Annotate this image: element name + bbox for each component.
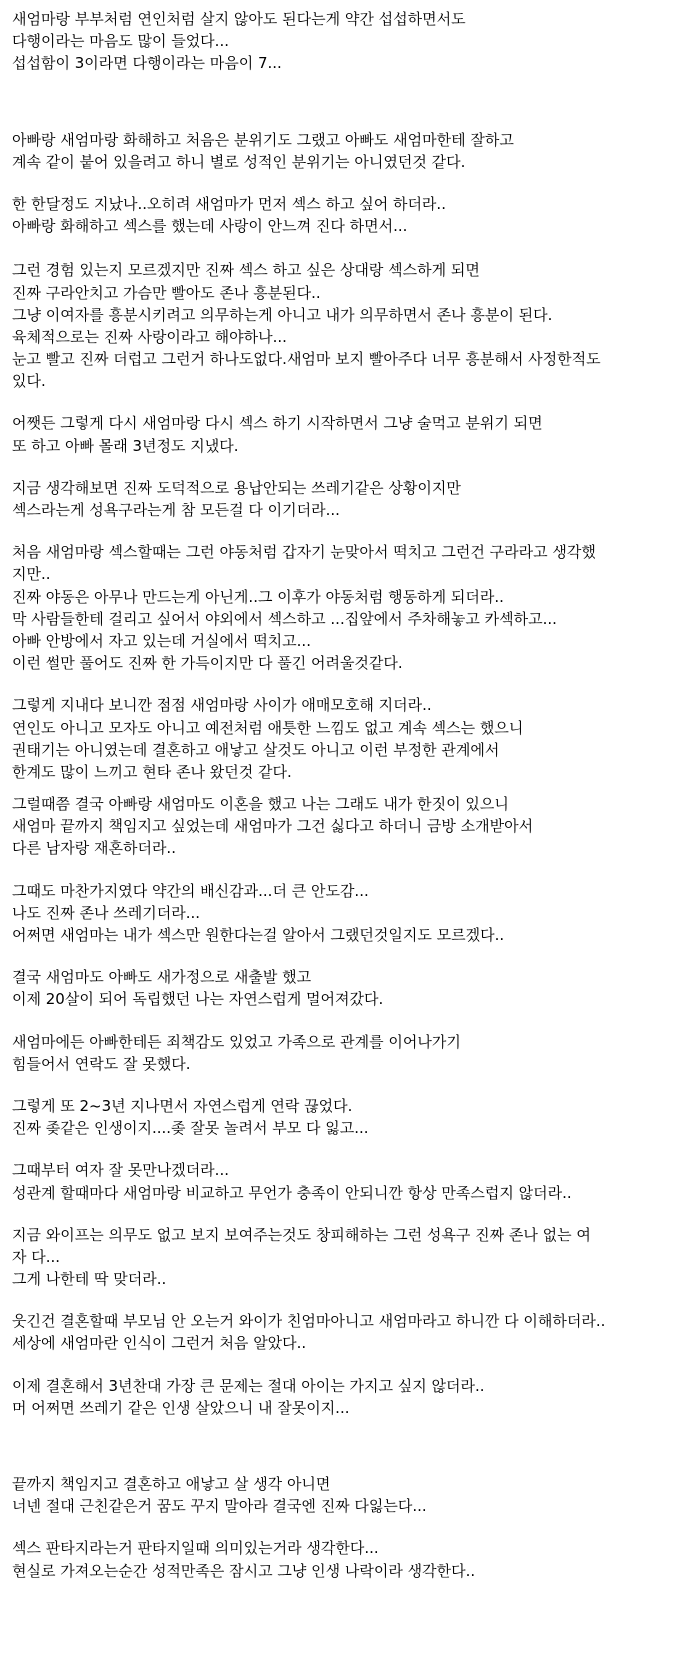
paragraph	[12, 129, 692, 173]
text-line: 나도 진짜 존나 쓰레기더라...	[12, 903, 200, 922]
paragraph	[12, 966, 692, 1010]
paragraph	[12, 1095, 692, 1139]
text-line: 막 사람들한테 걸리고 싶어서 야외에서 섹스하고 ...집앞에서 주차해놓고 카섹하고...	[12, 609, 557, 628]
text-line: 눈고 빨고 진짜 더럽고 그런거 하나도없다.새엄마 보지 빨아주다 너무 흥분해서 사정한적도	[12, 350, 601, 369]
paragraph	[12, 793, 692, 860]
text-line: 그렇게 또 2~3년 지나면서 자연스럽게 연락 끊었다.	[12, 1096, 353, 1115]
text-line: 지금 와이프는 의무도 없고 보지 보여주는것도 창피해하는 그런 성욕구 진짜 존나 없는 여	[12, 1225, 591, 1244]
text-line: 그냥 이여자를 흥분시키려고 의무하는게 아니고 내가 의무하면서 존나 흥분이 된다.	[12, 305, 553, 324]
text-line: 계속 같이 붙어 있을려고 하니 별로 성적인 분위기는 아니였던것 같다.	[12, 152, 466, 171]
paragraph	[12, 1224, 692, 1291]
paragraph	[12, 1375, 692, 1419]
text-line: 이제 20살이 되어 독립했던 나는 자연스럽게 멀어져갔다.	[12, 990, 384, 1009]
text-line: 새엄마에든 아빠한테든 죄책감도 있었고 가족으로 관계를 이어나가기	[12, 1032, 461, 1051]
text-line: 지금 생각해보면 진짜 도덕적으로 용납안되는 쓰레기같은 상황이지만	[12, 478, 461, 497]
text-line: 새엄마 끝까지 책임지고 싶었는데 새엄마가 그건 싫다고 하더니 금방 소개받아서	[12, 817, 534, 836]
paragraph	[12, 541, 692, 674]
paragraph	[12, 1031, 692, 1075]
paragraph	[12, 1310, 692, 1354]
text-line: 처음 새엄마랑 섹스할때는 그런 야동처럼 갑자기 눈맞아서 떡치고 그런건 구라라고 생각했	[12, 543, 596, 562]
text-line: 그런 경험 있는지 모르겠지만 진짜 섹스 하고 싶은 상대랑 섹스하게 되면	[12, 261, 480, 280]
text-line: 다른 남자랑 재혼하더라..	[12, 839, 176, 858]
text-line: 다행이라는 마음도 많이 들었다...	[12, 32, 229, 51]
text-line: 있다.	[12, 372, 46, 391]
text-line: 섭섭함이 3이라면 다행이라는 마음이 7...	[12, 54, 282, 73]
text-line: 그때부터 여자 잘 못만나겠더라...	[12, 1161, 229, 1180]
paragraph	[12, 477, 692, 521]
text-line: 현실로 가져오는순간 성적만족은 잠시고 그냥 인생 나락이라 생각한다..	[12, 1561, 476, 1580]
text-line: 한계도 많이 느끼고 현타 존나 왔던것 같다.	[12, 762, 292, 781]
paragraph	[12, 880, 692, 947]
text-line: 섹스 판타지라는거 판타지일때 의미있는거라 생각한다...	[12, 1539, 379, 1558]
text-line: 결국 새엄마도 아빠도 새가정으로 새출발 했고	[12, 968, 312, 987]
paragraph	[12, 259, 692, 392]
text-line: 또 하고 아빠 몰래 3년정도 지냈다.	[12, 436, 239, 455]
text-line: 섹스라는게 성욕구라는게 참 모든걸 다 이기더라...	[12, 501, 340, 519]
text-line: 권태기는 아니였는데 결혼하고 애낳고 살것도 아니고 이런 부정한 관계에서	[12, 740, 500, 759]
text-line: 그때도 마찬가지였다 약간의 배신감과...더 큰 안도감...	[12, 881, 369, 900]
text-line: 어쩌면 새엄마는 내가 섹스만 원한다는걸 알아서 그랬던것일지도 모르겠다..	[12, 926, 505, 944]
text-line: 너넨 절대 근친같은거 꿈도 꾸지 말아라 결국엔 진짜 다잃는다...	[12, 1497, 427, 1516]
paragraph	[12, 694, 692, 783]
text-line: 새엄마랑 부부처럼 연인처럼 살지 않아도 된다는게 약간 섭섭하면서도	[12, 10, 466, 28]
text-line: 그럴때쯤 결국 아빠랑 새엄마도 이혼을 했고 나는 그래도 내가 한짓이 있으니	[12, 795, 509, 814]
text-line: 그렇게 지내다 보니깐 점점 새엄마랑 사이가 애매모호해 지더라..	[12, 696, 432, 715]
text-line: 성관계 할때마다 새엄마랑 비교하고 무언가 충족이 안되니깐 항상 만족스럽지 않더라..	[12, 1183, 572, 1202]
paragraph	[12, 1537, 692, 1581]
text-line: 연인도 아니고 모자도 아니고 예전처럼 애틋한 느낌도 없고 계속 섹스는 했으니	[12, 718, 524, 737]
text-line: 진짜 야동은 아무나 만드는게 아닌게..그 이후가 야동처럼 행동하게 되더라..	[12, 587, 504, 606]
text-line: 끝까지 책임지고 결혼하고 애낳고 살 생각 아니면	[12, 1475, 331, 1493]
paragraph	[12, 412, 692, 456]
text-line: 아빠랑 새엄마랑 화해하고 처음은 분위기도 그랬고 아빠도 새엄마한테 잘하고	[12, 130, 514, 149]
text-line: 웃긴건 결혼할때 부모님 안 오는거 와이가 친엄마아니고 새엄마라고 하니깐 다 이해하더라..	[12, 1312, 606, 1331]
text-line: 육체적으로는 진짜 사랑이라고 해야하나...	[12, 327, 287, 346]
paragraph	[12, 1473, 692, 1517]
text-line: 이런 썰만 풀어도 진짜 한 가득이지만 다 풀긴 어려울것같다.	[12, 654, 403, 673]
text-line: 세상에 새엄마란 인식이 그런거 처음 알았다..	[12, 1334, 307, 1353]
paragraph	[12, 8, 692, 75]
text-line: 자 다...	[12, 1247, 61, 1266]
paragraph	[12, 193, 692, 237]
text-line: 아빠랑 화해하고 섹스를 했는데 사랑이 안느껴 진다 하면서...	[12, 217, 408, 236]
text-line: 진짜 좆같은 인생이지....좆 잘못 놀려서 부모 다 잃고...	[12, 1119, 369, 1138]
text-line: 머 어쩌면 쓰레기 같은 인생 살았으니 내 잘못이지...	[12, 1398, 350, 1417]
text-line: 힘들어서 연락도 잘 못했다.	[12, 1054, 191, 1073]
paragraph	[12, 1159, 692, 1203]
text-line: 그게 나한테 딱 맞더라..	[12, 1270, 167, 1289]
text-line: 진짜 구라안치고 가슴만 빨아도 존나 흥분된다..	[12, 283, 321, 302]
text-line: 이제 결혼해서 3년찬대 가장 큰 문제는 절대 아이는 가지고 싶지 않더라..	[12, 1376, 485, 1395]
text-line: 한 한달정도 지났나..오히려 새엄마가 먼저 섹스 하고 싶어 하더라..	[12, 194, 446, 213]
text-line: 지만..	[12, 565, 51, 584]
text-line: 아빠 안방에서 자고 있는데 거실에서 떡치고...	[12, 631, 311, 650]
text-line: 어쨋든 그렇게 다시 새엄마랑 다시 섹스 하기 시작하면서 그냥 술먹고 분위기 되면	[12, 414, 543, 433]
